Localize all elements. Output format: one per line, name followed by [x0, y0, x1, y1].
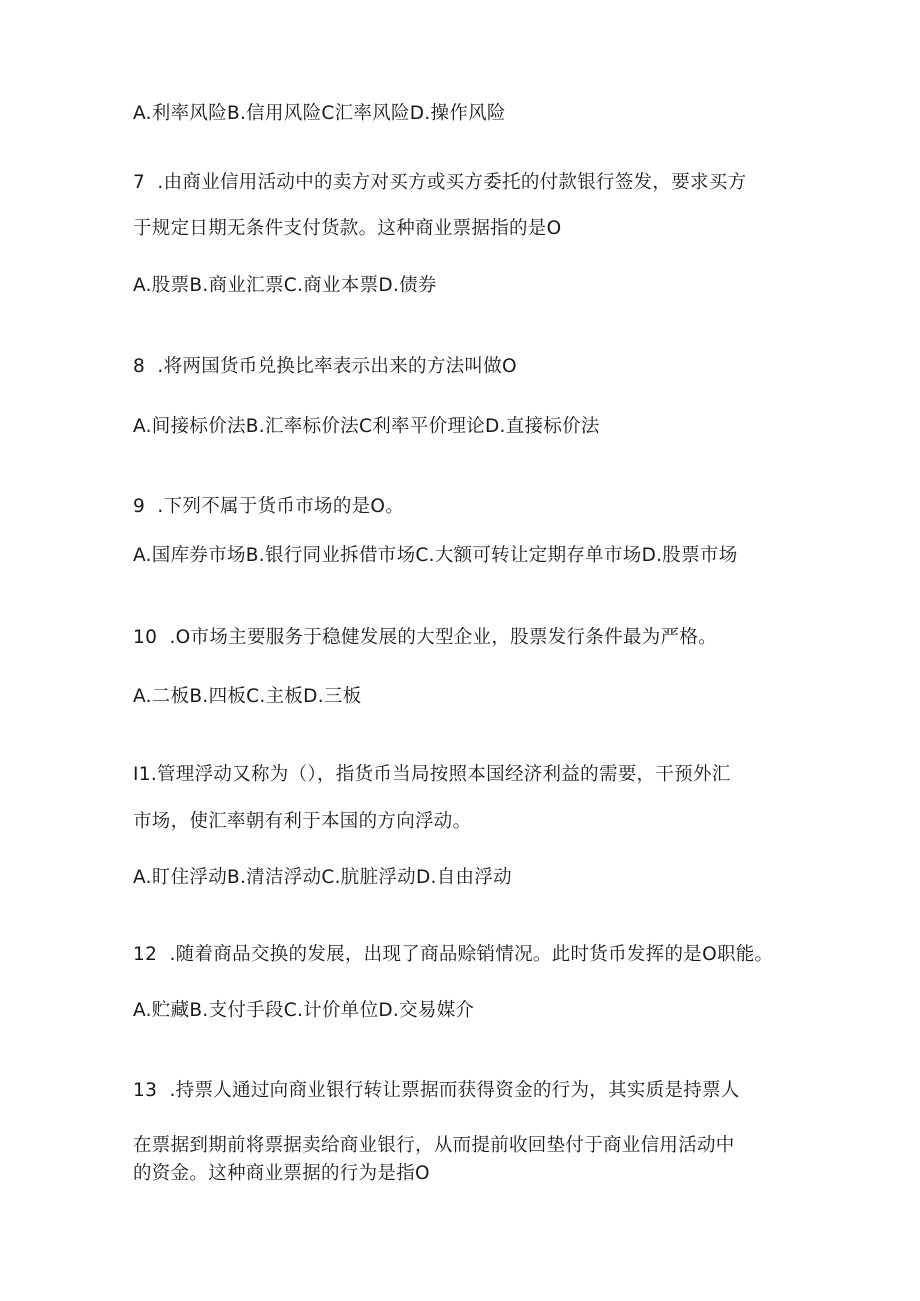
q13-stem-line1: 13 .持票人通过向商业银行转让票据而获得资金的行为，其实质是持票人: [133, 1080, 740, 1101]
q8-stem: 8 .将两国货币兑换比率表示出来的方法叫做O: [133, 356, 517, 377]
q12-stem: 12 .随着商品交换的发展，出现了商品赊销情况。此时货币发挥的是O职能。: [133, 944, 774, 965]
q8-options: A.间接标价法B.汇率标价法C利率平价理论D.直接标价法: [133, 416, 600, 437]
q12-options: A.贮藏B.支付手段C.计价单位D.交易媒介: [133, 1000, 475, 1021]
q9-stem: 9 .下列不属于货币市场的是O。: [133, 496, 405, 517]
q13-stem-line2: 在票据到期前将票据卖给商业银行，从而提前收回垫付于商业信用活动中: [133, 1135, 735, 1156]
q13-stem-line3: 的资金。这种商业票据的行为是指O: [133, 1163, 430, 1184]
q7-stem-line2: 于规定日期无条件支付货款。这种商业票据指的是O: [133, 218, 562, 239]
q6-options: A.利率风险B.信用风险C汇率风险D.操作风险: [133, 103, 506, 124]
q10-options: A.二板B.四板C.主板D.三板: [133, 686, 362, 707]
q7-stem-line1: 7 .由商业信用活动中的卖方对买方或买方委托的付款银行签发，要求买方: [133, 172, 747, 193]
q11-options: A.盯住浮动B.清洁浮动C.肮脏浮动D.自由浮动: [133, 867, 512, 888]
q10-stem: 10 .O市场主要服务于稳健发展的大型企业，股票发行条件最为严格。: [133, 627, 717, 648]
q7-options: A.股票B.商业汇票C.商业本票D.债券: [133, 275, 437, 296]
q11-stem-line1: I1.管理浮动又称为（），指货币当局按照本国经济利益的需要，干预外汇: [133, 764, 731, 785]
q9-options: A.国库券市场B.银行同业拆借市场C.大额可转让定期存单市场D.股票市场: [133, 545, 738, 566]
q11-stem-line2: 市场，使汇率朝有利于本国的方向浮动。: [133, 811, 472, 832]
